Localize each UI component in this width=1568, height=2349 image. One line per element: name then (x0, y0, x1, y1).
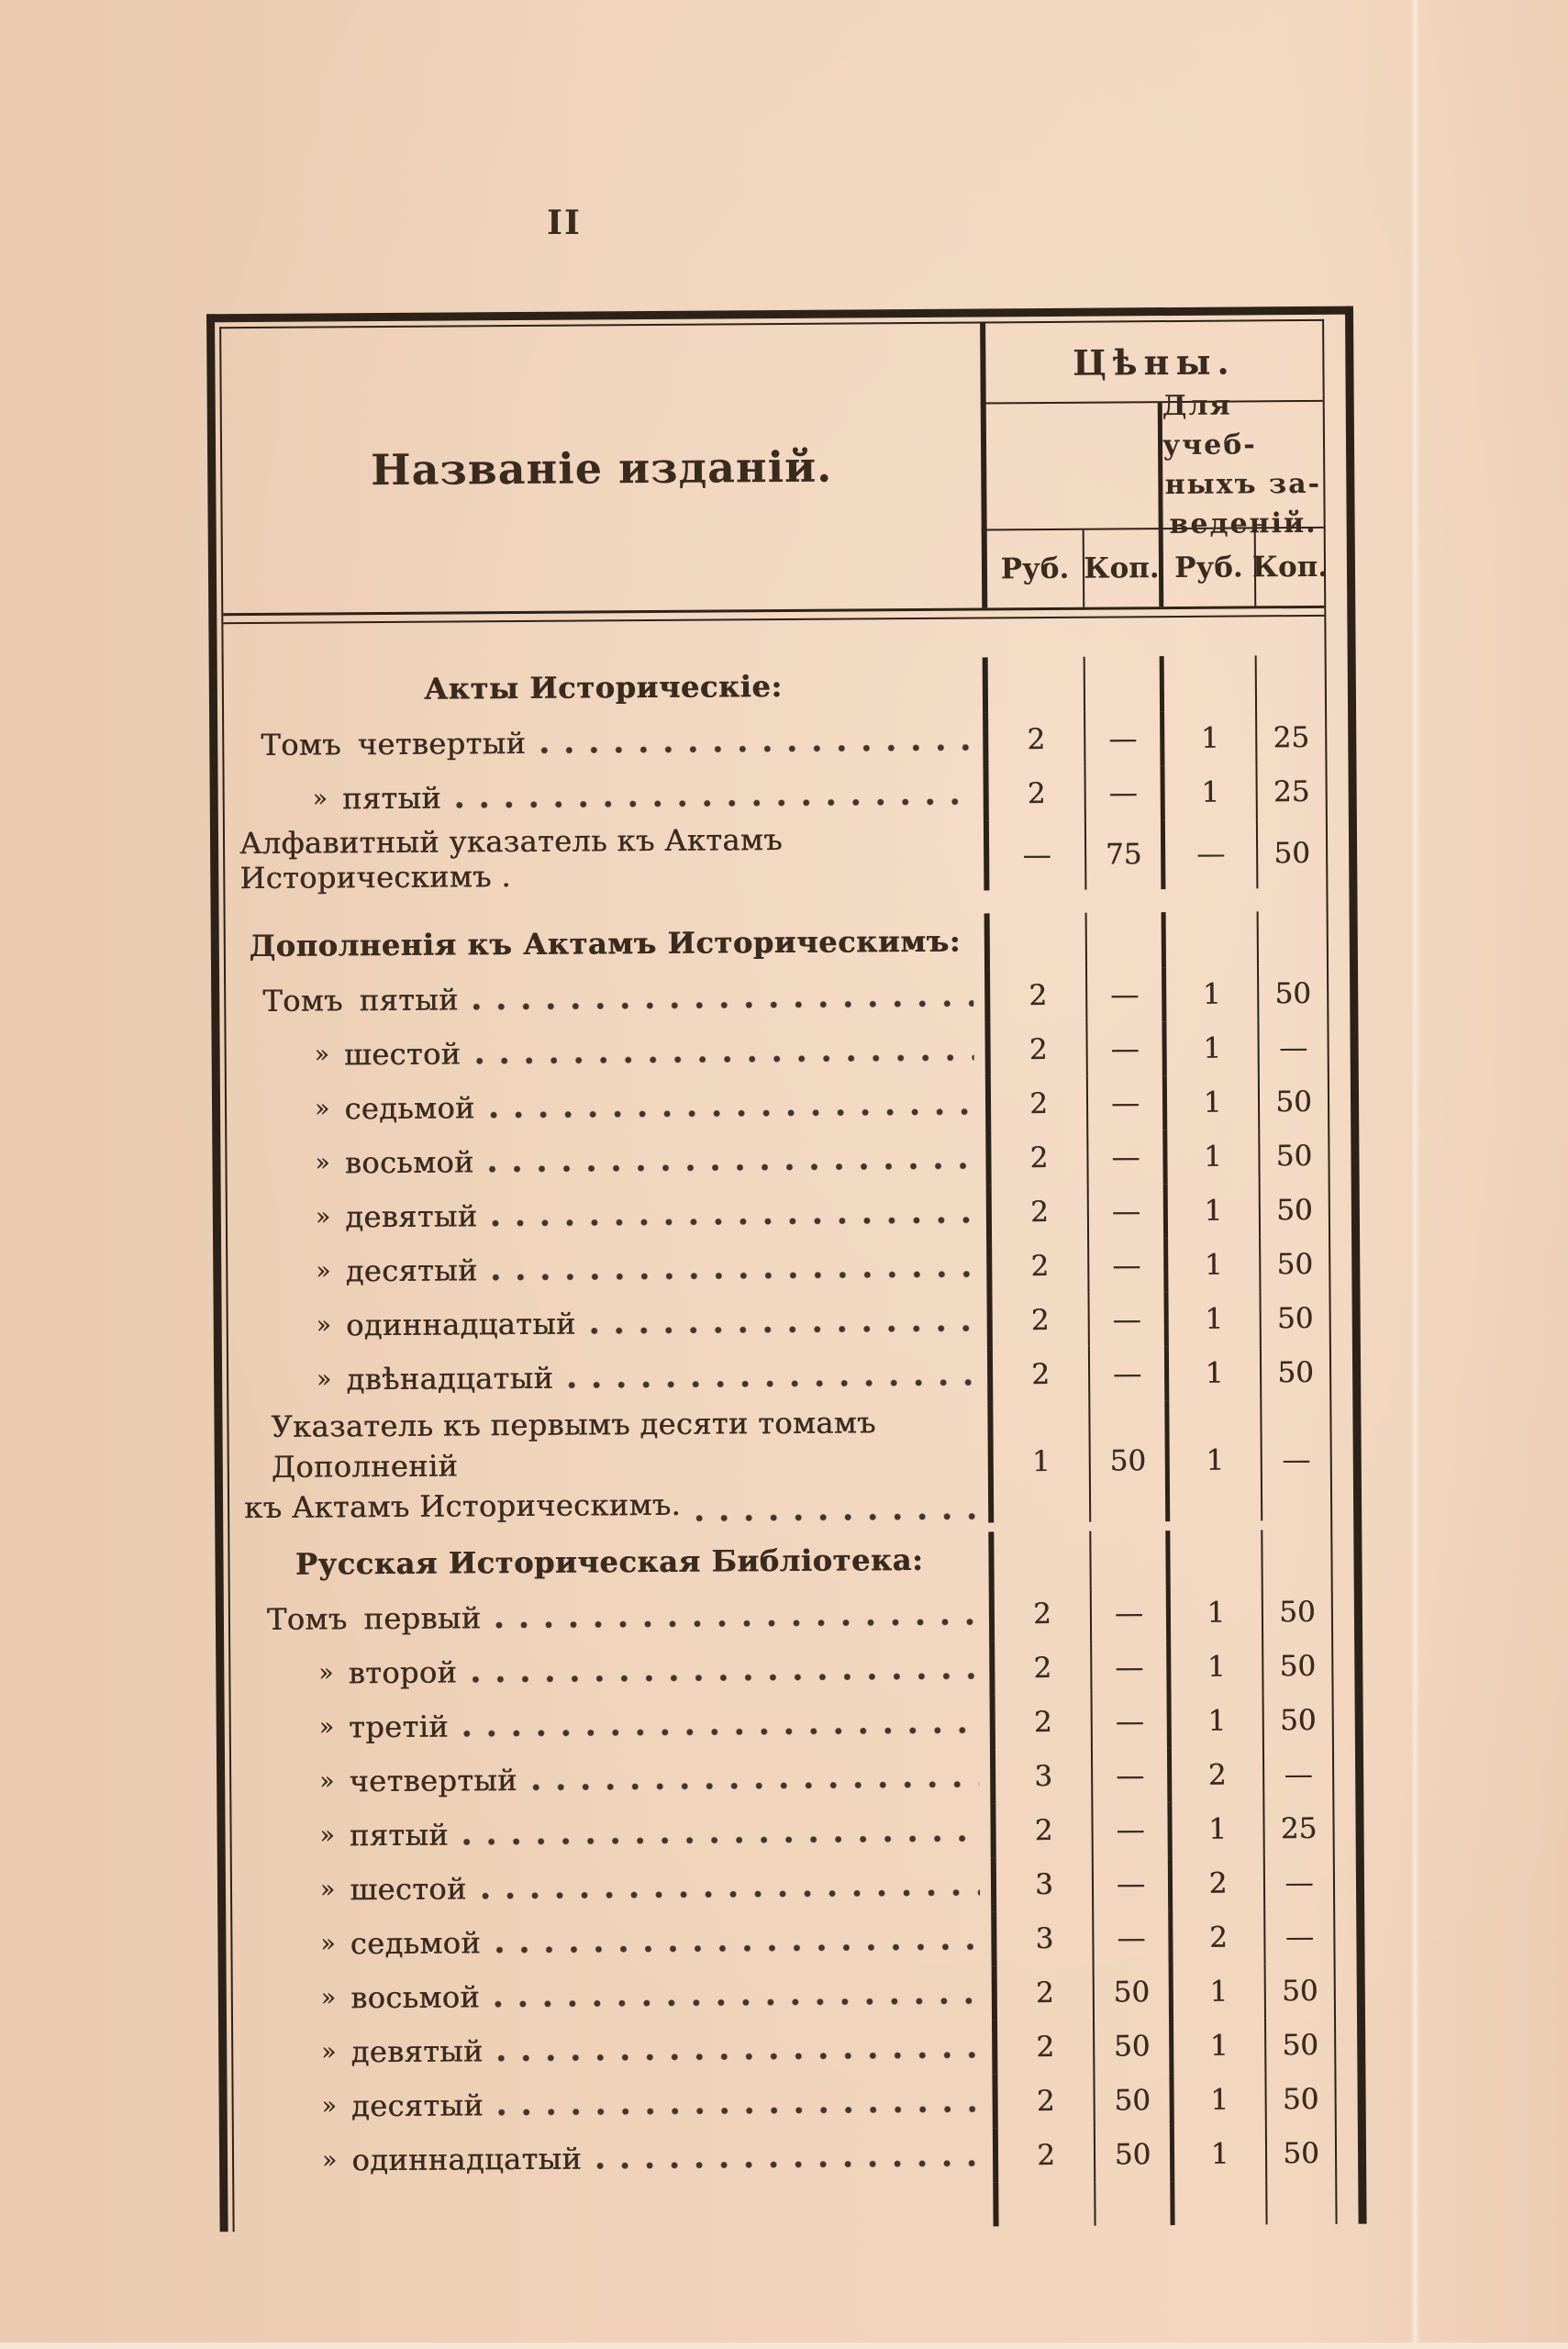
row-marker: Томъ (262, 982, 343, 1019)
price-kop-general: — (1091, 1748, 1167, 1803)
dot-leader (493, 1271, 976, 1283)
price-kop-edu: 50 (1264, 1964, 1334, 2019)
unit-header-rub-edu: Руб. (1159, 529, 1255, 607)
price-rub-general: 2 (992, 1965, 1093, 2021)
row-marker: » (319, 1820, 336, 1850)
table-row (233, 2072, 1334, 2133)
row-marker: » (312, 784, 328, 813)
price-kop-edu: 50 (1259, 1237, 1329, 1292)
general-price-header-empty (981, 403, 1159, 530)
price-kop-edu: 50 (1259, 1183, 1329, 1238)
price-kop-general: — (1084, 711, 1160, 766)
price-kop-edu: — (1257, 1020, 1327, 1075)
price-rub-general: 2 (993, 2128, 1094, 2183)
row-label: четвертый (349, 1762, 517, 1798)
price-rub-edu: 1 (1163, 1237, 1259, 1292)
row-label: девятый (350, 2032, 484, 2069)
table-row (228, 1291, 1329, 1353)
page-number: II (547, 204, 582, 242)
row-marker: » (321, 2091, 338, 2121)
price-rub-edu: 1 (1164, 1345, 1260, 1400)
price-kop-general: — (1091, 1694, 1167, 1749)
price-kop-edu: 50 (1257, 966, 1327, 1021)
row-label: пятый (359, 981, 459, 1018)
price-kop-general: 75 (1084, 819, 1162, 890)
table-row (228, 1237, 1329, 1298)
price-table-inner (219, 319, 1337, 2232)
table-row (230, 1585, 1331, 1646)
price-kop-edu: — (1263, 1855, 1333, 1910)
dot-leader (495, 1943, 980, 1955)
row-marker: » (316, 1256, 331, 1286)
price-rub-edu: 1 (1163, 1291, 1259, 1346)
price-kop-general: — (1084, 765, 1160, 820)
edu-header-line: веденій. (1169, 507, 1318, 541)
price-kop-general: 50 (1093, 1965, 1169, 2020)
price-kop-general: — (1086, 1130, 1162, 1185)
price-rub-edu: — (1161, 818, 1257, 889)
table-body (224, 655, 1336, 2232)
price-rub-general: 2 (983, 712, 1084, 767)
dot-leader (591, 1325, 976, 1336)
price-kop-edu: 50 (1264, 2018, 1334, 2073)
price-rub-general: — (984, 820, 1085, 891)
row-label: первый (363, 1599, 482, 1636)
table-row (232, 1855, 1333, 1917)
price-kop-general: — (1085, 1021, 1162, 1076)
row-label: четвертый (357, 725, 527, 762)
price-kop-general: 50 (1094, 2127, 1170, 2182)
row-marker: Томъ (266, 1600, 348, 1637)
row-label: Алфавитный указатель къ Актамъ Историческимъ . (239, 821, 783, 896)
price-rub-edu: 1 (1167, 1693, 1262, 1748)
row-label: третій (348, 1709, 450, 1744)
row-marker: » (320, 1983, 337, 2012)
row-marker: » (321, 2145, 338, 2175)
edu-header-line: Для учеб- (1162, 389, 1257, 462)
table-header (221, 321, 1329, 613)
dot-leader (463, 1727, 979, 1739)
dot-leader (695, 1513, 977, 1523)
table-row (228, 1345, 1329, 1407)
row-label: шестой (350, 1870, 467, 1907)
price-rub-edu: 1 (1160, 764, 1255, 819)
price-kop-edu: 50 (1256, 818, 1327, 889)
price-rub-general: 2 (986, 1239, 1087, 1294)
price-kop-edu: 50 (1258, 1129, 1328, 1184)
table-row (228, 1183, 1329, 1244)
dot-leader (456, 798, 973, 810)
row-marker: » (315, 1148, 330, 1177)
dot-leader (490, 1108, 974, 1120)
price-rub-edu: 2 (1167, 1747, 1262, 1802)
price-kop-edu: 25 (1262, 1801, 1332, 1856)
row-marker: » (319, 1766, 335, 1796)
price-rub-general: 2 (984, 1022, 1085, 1077)
price-rub-general: 1 (987, 1401, 1089, 1523)
price-rub-edu: 1 (1169, 2072, 1264, 2127)
table-row (234, 2126, 1335, 2188)
table-row (226, 1020, 1327, 1082)
row-label: одиннадцатый (351, 2141, 583, 2177)
price-rub-general: 3 (991, 1911, 1092, 1966)
price-rub-general: 3 (990, 1749, 1091, 1804)
table-row (231, 1693, 1332, 1754)
price-rub-edu: 1 (1166, 1585, 1262, 1640)
price-rub-general: 2 (984, 968, 1085, 1023)
row-label-line2: къ Актамъ Историческимъ. (243, 1486, 682, 1526)
price-rub-general: 2 (992, 2074, 1093, 2129)
price-kop-general: — (1090, 1640, 1166, 1695)
table-row (224, 764, 1325, 826)
table-row (233, 1964, 1334, 2025)
row-label: восьмой (350, 1978, 481, 2015)
row-label: шестой (343, 1035, 462, 1072)
dot-leader (498, 2106, 982, 2118)
price-kop-edu: 50 (1265, 2126, 1335, 2181)
price-kop-general: 50 (1088, 1400, 1165, 1522)
table-row (227, 1129, 1328, 1190)
price-kop-general: — (1087, 1184, 1163, 1239)
price-rub-general: 3 (991, 1857, 1092, 1912)
price-kop-edu: — (1260, 1399, 1330, 1521)
table-row (231, 1801, 1332, 1863)
section-title: Акты Историческіе: (423, 668, 783, 707)
dot-leader (463, 1835, 980, 1847)
dot-leader (532, 1781, 979, 1792)
edu-header-line: ныхъ за- (1164, 467, 1322, 502)
dot-leader (475, 1054, 973, 1066)
price-rub-edu: 1 (1170, 2126, 1265, 2181)
price-rub-edu: 1 (1169, 1964, 1264, 2019)
price-kop-edu: 25 (1255, 764, 1325, 819)
row-label: второй (348, 1653, 458, 1690)
price-rub-edu: 1 (1169, 2018, 1264, 2073)
price-kop-edu: 50 (1262, 1639, 1331, 1694)
row-label: пятый (341, 780, 442, 816)
price-rub-general: 2 (992, 2020, 1093, 2075)
row-marker: » (320, 1929, 336, 1958)
price-rub-edu: 1 (1166, 1639, 1262, 1694)
row-marker: Томъ (261, 726, 341, 763)
price-kop-general: — (1086, 1075, 1162, 1130)
price-rub-general: 2 (985, 1076, 1086, 1131)
price-kop-general: 50 (1093, 2019, 1169, 2074)
price-kop-edu: 25 (1255, 710, 1325, 765)
dot-leader (498, 2052, 982, 2064)
dot-leader (473, 1000, 974, 1012)
price-kop-general: — (1091, 1802, 1167, 1857)
price-rub-edu: 2 (1168, 1855, 1263, 1910)
price-kop-edu: 50 (1258, 1074, 1328, 1130)
unit-header-kop-edu: Коп. (1254, 529, 1325, 607)
row-marker: » (318, 1712, 335, 1742)
table-section-row (229, 1530, 1330, 1592)
table-row (228, 1399, 1330, 1526)
row-label: десятый (345, 1252, 478, 1288)
row-label: восьмой (344, 1143, 474, 1180)
price-kop-general: — (1092, 1856, 1168, 1911)
dot-leader (495, 1998, 981, 2009)
table-row (227, 1074, 1328, 1136)
edu-price-header (1158, 389, 1324, 541)
row-marker: » (314, 1094, 330, 1123)
table-row (231, 1747, 1332, 1809)
row-label: седьмой (344, 1089, 475, 1126)
table-row (233, 2018, 1334, 2079)
price-rub-general: 2 (986, 1185, 1087, 1240)
section-title: Дополненія къ Актамъ Историческимъ: (249, 923, 962, 964)
price-rub-general: 2 (983, 766, 1084, 821)
price-rub-general: 2 (989, 1641, 1090, 1696)
row-marker: » (319, 1875, 336, 1904)
table-row (224, 710, 1325, 772)
price-rub-general: 2 (986, 1293, 1087, 1348)
price-kop-general: — (1090, 1586, 1166, 1641)
dot-leader (482, 1889, 980, 1901)
price-rub-edu: 1 (1160, 710, 1255, 765)
row-label-line1: Указатель къ первымъ десяти томамъ Дополненій (271, 1405, 876, 1485)
price-kop-general: — (1087, 1292, 1163, 1347)
row-label: пятый (349, 1817, 450, 1853)
row-label: двѣнадцатый (346, 1360, 554, 1397)
price-rub-general: 2 (985, 1130, 1086, 1186)
row-label: девятый (345, 1197, 478, 1234)
price-kop-general: — (1092, 1910, 1168, 1965)
price-rub-edu: 1 (1162, 966, 1257, 1021)
price-kop-general: 50 (1093, 2073, 1169, 2128)
table-row-spacer (234, 2180, 1335, 2232)
unit-header-kop-general: Коп. (1083, 529, 1160, 607)
name-column-header: Названіе изданій. (370, 441, 833, 495)
dot-leader (492, 1217, 975, 1229)
table-section-row (224, 655, 1325, 718)
price-kop-edu: — (1262, 1747, 1332, 1802)
price-kop-edu: 50 (1260, 1345, 1329, 1400)
table-row (230, 1639, 1331, 1700)
row-label: десятый (350, 2087, 484, 2123)
price-rub-general: 2 (990, 1695, 1091, 1750)
row-label: седьмой (350, 1924, 482, 1961)
price-rub-edu: 1 (1164, 1399, 1261, 1521)
price-rub-edu: 1 (1162, 1020, 1257, 1075)
dot-leader (489, 1163, 975, 1174)
table-row (225, 818, 1326, 896)
price-kop-edu: 50 (1264, 2072, 1334, 2127)
row-marker: » (314, 1040, 330, 1069)
row-marker: » (316, 1310, 332, 1340)
table-row (226, 966, 1327, 1028)
price-kop-general: — (1087, 1238, 1163, 1293)
row-marker: » (315, 1202, 331, 1231)
dot-leader (596, 2160, 982, 2171)
section-title: Русская Историческая Библіотека: (295, 1542, 924, 1582)
price-rub-general: 2 (989, 1586, 1090, 1642)
price-table (206, 306, 1367, 2232)
dot-leader (540, 744, 972, 755)
price-kop-edu: 50 (1262, 1585, 1331, 1640)
row-label: одиннадцатый (345, 1306, 576, 1342)
prices-header: Цѣны. (980, 321, 1323, 405)
row-marker: » (318, 1658, 334, 1687)
price-rub-edu: 1 (1162, 1129, 1258, 1184)
table-row (232, 1909, 1333, 1971)
unit-header-rub-general: Руб. (982, 530, 1084, 608)
price-rub-edu: 1 (1163, 1183, 1259, 1238)
price-kop-edu: 50 (1262, 1693, 1332, 1748)
row-marker: » (321, 2037, 337, 2066)
price-kop-edu: — (1263, 1909, 1333, 1965)
price-rub-edu: 2 (1168, 1909, 1263, 1965)
price-kop-general: — (1085, 967, 1162, 1022)
row-marker: » (317, 1364, 332, 1394)
price-kop-edu: 50 (1259, 1291, 1329, 1346)
price-rub-general: 2 (990, 1803, 1091, 1858)
dot-leader (568, 1379, 976, 1390)
price-rub-edu: 1 (1162, 1074, 1258, 1130)
dot-leader (495, 1619, 978, 1631)
price-rub-edu: 1 (1167, 1801, 1262, 1856)
dot-leader (472, 1673, 978, 1685)
price-rub-general: 2 (987, 1347, 1088, 1402)
price-kop-general: — (1088, 1346, 1164, 1401)
table-section-row (226, 911, 1327, 974)
